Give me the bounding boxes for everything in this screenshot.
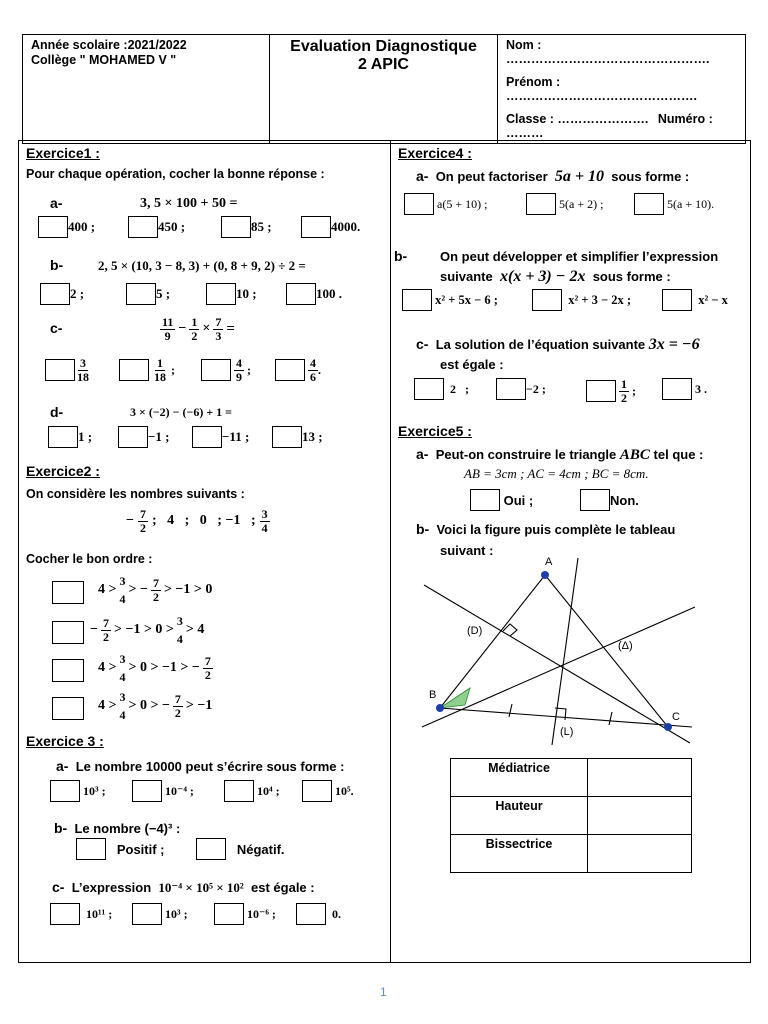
table-cell-label: Médiatrice xyxy=(451,759,588,797)
ex4-b-line2: suivante x(x + 3) − 2x sous forme : xyxy=(440,268,671,285)
table-row xyxy=(451,759,692,797)
checkbox[interactable] xyxy=(196,838,226,860)
ex3-a-question: a- Le nombre 10000 peut s’écrire sous forme : xyxy=(56,758,345,774)
checkbox[interactable] xyxy=(532,289,562,311)
option-label: 10 ; xyxy=(236,286,257,301)
option-label: 10⁻⁶ ; xyxy=(247,906,276,921)
checkbox[interactable] xyxy=(38,216,68,238)
checkbox[interactable] xyxy=(296,903,326,925)
ex4-a-question: a- On peut factoriser 5a + 10 sous forme : xyxy=(416,168,690,185)
option-label: 2 ; xyxy=(70,286,85,301)
ex4-b-label: b- xyxy=(394,248,408,264)
checkbox[interactable] xyxy=(302,780,332,802)
table-cell-label: Bissectrice xyxy=(451,835,588,873)
ex3-title: Exercice 3 : xyxy=(26,733,104,749)
checkbox[interactable] xyxy=(52,581,84,604)
checkbox[interactable] xyxy=(470,489,500,511)
classe-field[interactable]: Classe : …………………. xyxy=(506,112,649,126)
ex1-c-expr: $\frac{11}{9}$ − $\frac{1}{2}$ × $\frac{7}{3}$ = xyxy=(162,315,235,343)
option-label: 5 ; xyxy=(156,286,171,301)
option-label: 10⁴ ; xyxy=(257,783,280,798)
label-delta: (Δ) xyxy=(618,640,633,652)
checkbox[interactable] xyxy=(50,903,80,925)
checkbox[interactable] xyxy=(404,193,434,215)
option-label: Positif ; xyxy=(116,841,165,857)
nom-field[interactable]: Nom : …………………………………………. xyxy=(506,38,710,66)
option-label: 100 . xyxy=(316,286,342,301)
checkbox[interactable] xyxy=(286,283,316,305)
checkbox[interactable] xyxy=(402,289,432,311)
checkbox[interactable] xyxy=(48,426,78,448)
triangle-figure xyxy=(400,555,740,755)
option-label: 0. xyxy=(332,906,341,921)
checkbox[interactable] xyxy=(580,489,610,511)
side-ab xyxy=(440,575,545,708)
ex4-c-question: c- La solution de l’équation suivante 3x = −6 xyxy=(416,336,700,353)
option-label: 5(a + 10). xyxy=(667,196,715,211)
option-label: 4000. xyxy=(331,219,361,234)
tick-mark xyxy=(609,712,612,725)
ex3-b-question: b- Le nombre (−4)³ : xyxy=(54,820,181,836)
classe-numero-row xyxy=(506,112,737,140)
checkbox[interactable] xyxy=(301,216,331,238)
option-label: −2 ; xyxy=(526,381,546,396)
table-answer-cell[interactable] xyxy=(588,759,692,797)
ex1-d-expr: 3 × (−2) − (−6) + 1 = xyxy=(130,405,233,419)
ex3-c-question: c- L’expression 10⁻⁴ × 10⁵ × 10² est égale : xyxy=(52,879,315,895)
table-answer-cell[interactable] xyxy=(588,797,692,835)
checkbox[interactable] xyxy=(52,659,84,682)
option-label: 2 ; xyxy=(450,381,469,396)
ex2-title: Exercice2 : xyxy=(26,463,100,479)
option-label: x² − x xyxy=(698,292,728,307)
option-label: 10⁵. xyxy=(335,783,354,798)
option-label: 85 ; xyxy=(251,219,272,234)
table-answer-cell[interactable] xyxy=(588,835,692,873)
option-label: 10³ ; xyxy=(165,906,188,921)
checkbox[interactable] xyxy=(192,426,222,448)
label-a: A xyxy=(545,556,553,568)
option-label: a(5 + 10) ; xyxy=(437,196,488,211)
checkbox[interactable] xyxy=(132,903,162,925)
ex4-b-line1: On peut développer et simplifier l’expression xyxy=(440,249,719,264)
table-cell-label: Hauteur xyxy=(451,797,588,835)
option-label: 5(a + 2) ; xyxy=(559,196,604,211)
checkbox[interactable] xyxy=(206,283,236,305)
label-l: (L) xyxy=(560,726,574,738)
ex1-a-expr: 3, 5 × 100 + 50 = xyxy=(140,196,238,211)
point-a xyxy=(541,571,549,579)
college-name: Collège " MOHAMED V " xyxy=(31,53,177,67)
student-info-cell xyxy=(498,35,746,144)
option-label: 3 . xyxy=(695,381,707,396)
ex1-a-label: a- xyxy=(50,195,63,211)
label-c: C xyxy=(672,711,680,723)
checkbox[interactable] xyxy=(52,621,84,644)
checkbox[interactable] xyxy=(496,378,526,400)
option-label: 400 ; xyxy=(68,219,96,234)
checkbox[interactable] xyxy=(414,378,444,400)
checkbox[interactable] xyxy=(40,283,70,305)
column-divider xyxy=(390,140,391,963)
option-label: Oui ; xyxy=(503,492,534,508)
line-delta xyxy=(424,585,690,743)
option-label: 10⁻⁴ ; xyxy=(165,783,194,798)
option-label: Négatif. xyxy=(236,841,285,857)
ex5-b-question: b- Voici la figure puis complète le tableau xyxy=(416,521,676,537)
checkbox[interactable] xyxy=(662,378,692,400)
header-table xyxy=(22,34,746,144)
checkbox[interactable] xyxy=(214,903,244,925)
class-level: 2 APIC xyxy=(358,56,409,73)
label-d: (D) xyxy=(467,625,483,637)
table-row xyxy=(451,835,692,873)
ex5-a-question: a- Peut-on construire le triangle ABC tel que : xyxy=(416,446,704,463)
checkbox[interactable] xyxy=(201,359,231,381)
label-b: B xyxy=(429,689,437,701)
checkbox[interactable] xyxy=(224,780,254,802)
checkbox[interactable] xyxy=(634,193,664,215)
option-label: 10³ ; xyxy=(83,783,106,798)
checkbox[interactable] xyxy=(119,359,149,381)
option-label: 13 ; xyxy=(302,429,323,444)
checkbox[interactable] xyxy=(50,780,80,802)
tick-mark xyxy=(509,704,512,717)
ex1-d-label: d- xyxy=(50,404,64,420)
option-label: 450 ; xyxy=(158,219,186,234)
checkbox[interactable] xyxy=(118,426,148,448)
checkbox[interactable] xyxy=(126,283,156,305)
page-number: 1 xyxy=(380,985,387,999)
option-label: 1 ; xyxy=(78,429,93,444)
ex1-c-label: c- xyxy=(50,320,63,336)
numero-field[interactable]: Numéro : ……… xyxy=(506,112,713,140)
checkbox[interactable] xyxy=(52,697,84,720)
checkbox[interactable] xyxy=(221,216,251,238)
prenom-field[interactable]: Prénom : ………………………………………. xyxy=(506,75,697,103)
ex1-b-expr: 2, 5 × (10, 3 − 8, 3) + (0, 8 + 9, 2) ÷ 2 = xyxy=(98,258,306,273)
option-label: x² + 5x − 6 ; xyxy=(435,292,498,307)
side-ac xyxy=(545,575,668,727)
checkbox[interactable] xyxy=(76,838,106,860)
checkbox[interactable] xyxy=(586,380,616,402)
checkbox[interactable] xyxy=(662,289,692,311)
option-label: Non. xyxy=(610,492,639,508)
ex4-title: Exercice4 : xyxy=(398,145,472,161)
option-label: −1 ; xyxy=(148,429,170,444)
checkbox[interactable] xyxy=(275,359,305,381)
table-row xyxy=(451,797,692,835)
checkbox[interactable] xyxy=(128,216,158,238)
option-label: 10¹¹ ; xyxy=(86,906,113,921)
exam-title: Evaluation Diagnostique xyxy=(290,38,477,55)
ex4-c-line2: est égale : xyxy=(440,357,504,372)
checkbox[interactable] xyxy=(526,193,556,215)
option-label: x² + 3 − 2x ; xyxy=(568,292,632,307)
point-c xyxy=(664,723,672,731)
ex1-b-label: b- xyxy=(50,257,64,273)
ex5-b-line2: suivant : xyxy=(440,543,494,558)
angle-marker-b xyxy=(440,688,470,708)
school-year: Année scolaire :2021/2022 xyxy=(31,38,187,52)
ex2-instruction: Cocher le bon ordre : xyxy=(26,552,153,566)
option-label: −11 ; xyxy=(222,429,250,444)
title-cell xyxy=(270,35,498,144)
checkbox[interactable] xyxy=(132,780,162,802)
point-b xyxy=(436,704,444,712)
ex1-instruction: Pour chaque opération, cocher la bonne réponse : xyxy=(26,167,325,181)
ex1-title: Exercice1 : xyxy=(26,145,100,161)
ex2-intro: On considère les nombres suivants : xyxy=(26,487,245,501)
answer-table xyxy=(450,758,692,873)
ex5-a-conditions: AB = 3cm ; AC = 4cm ; BC = 8cm. xyxy=(464,466,649,481)
ex2-numbers: − $\frac{7}{2}$ ; 4 ; 0 ; −1 ; $\frac{3}{4}$ xyxy=(126,507,268,535)
checkbox[interactable] xyxy=(45,359,75,381)
ex5-title: Exercice5 : xyxy=(398,423,472,439)
checkbox[interactable] xyxy=(272,426,302,448)
school-info-cell xyxy=(23,35,270,144)
